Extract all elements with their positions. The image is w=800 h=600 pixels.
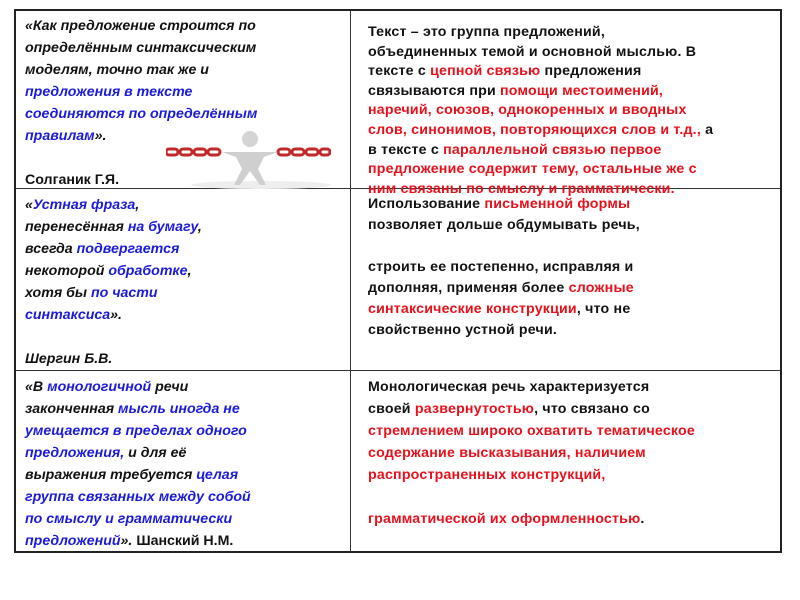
written-form-description <box>368 194 778 341</box>
text-segment: , всегда <box>25 219 202 257</box>
highlighted-text: стремлением широко охватить тематическое содержание высказывания, наличием распространенных конструкций, грамматической их оформленностью <box>368 423 695 527</box>
highlighted-text: целая группа связанных между собой по смыслу и грамматически предложений <box>25 467 251 549</box>
highlighted-text: мысль иногда не умещается в пределах одного предложения, <box>25 401 247 461</box>
text-segment: Монологическая речь характеризуется своей <box>368 379 650 417</box>
text-segment: «Как предложение строится по определённым синтаксическим моделям, точно так же и <box>25 18 257 78</box>
text-segment: . <box>640 511 645 527</box>
text-segment: , хотя бы <box>25 263 192 301</box>
quote-shergin <box>25 194 345 370</box>
text-segment: « <box>25 197 33 213</box>
highlighted-text: предложения в тексте соединяются по определённым правилам <box>25 84 258 144</box>
comparison-table <box>14 9 782 553</box>
text-segment: позволяет дольше обдумывать речь, строить ее постепенно, исправляя и дополняя, применяя более <box>368 217 640 296</box>
text-segment: и для её выражения требуется <box>25 445 193 483</box>
text-segment: некоторой <box>25 263 105 279</box>
text-segment: Текст – это группа предложений, объединенных темой и основной мыслью. В тексте с <box>368 24 697 80</box>
text-segment: предложения связываются при <box>368 63 642 99</box>
text-segment: Солганик Г.Я. <box>25 172 120 188</box>
text-segment: ». <box>120 533 137 549</box>
chain-person-illustration <box>166 129 331 189</box>
highlighted-text: сложные синтаксические конструкции <box>368 280 634 317</box>
text-definition <box>368 23 778 199</box>
highlighted-text: письменной формы <box>484 196 631 212</box>
highlighted-text: развернутостью <box>414 401 535 417</box>
quote-shansky <box>25 376 345 552</box>
text-segment: , что не свойственно устной речи. <box>368 301 631 338</box>
text-segment: ». <box>94 128 107 144</box>
text-segment: речи законченная <box>25 379 189 417</box>
text-segment: а в тексте с <box>368 121 714 158</box>
text-segment: ». Шергин Б.В. <box>25 307 123 367</box>
highlighted-text: обработке <box>108 263 188 279</box>
highlighted-text: помощи местоимений, наречий, союзов, однокоренных и вводных слов, синонимов, повторяющихся слов и т.д., <box>368 82 701 138</box>
highlighted-text: подвергается <box>76 241 180 257</box>
table-row <box>16 370 780 553</box>
highlighted-text: монологичной <box>47 379 152 395</box>
table-row <box>16 188 780 371</box>
highlighted-text: Устная фраза <box>32 197 136 213</box>
highlighted-text: по части синтаксиса <box>25 285 158 323</box>
text-segment: Шанский Н.М. <box>136 533 234 549</box>
text-segment: Использование <box>368 196 485 212</box>
highlighted-text: цепной связью <box>430 63 541 80</box>
highlighted-text: на бумагу <box>127 219 198 235</box>
text-segment: , перенесённая <box>25 197 140 235</box>
monologue-description <box>368 376 778 530</box>
highlighted-text: параллельной связью первое предложение содержит тему, остальные же с ним связаны по смыслу и грамматически. <box>368 141 697 197</box>
text-segment: «В <box>25 379 48 395</box>
text-segment: , что связано со <box>534 401 650 417</box>
